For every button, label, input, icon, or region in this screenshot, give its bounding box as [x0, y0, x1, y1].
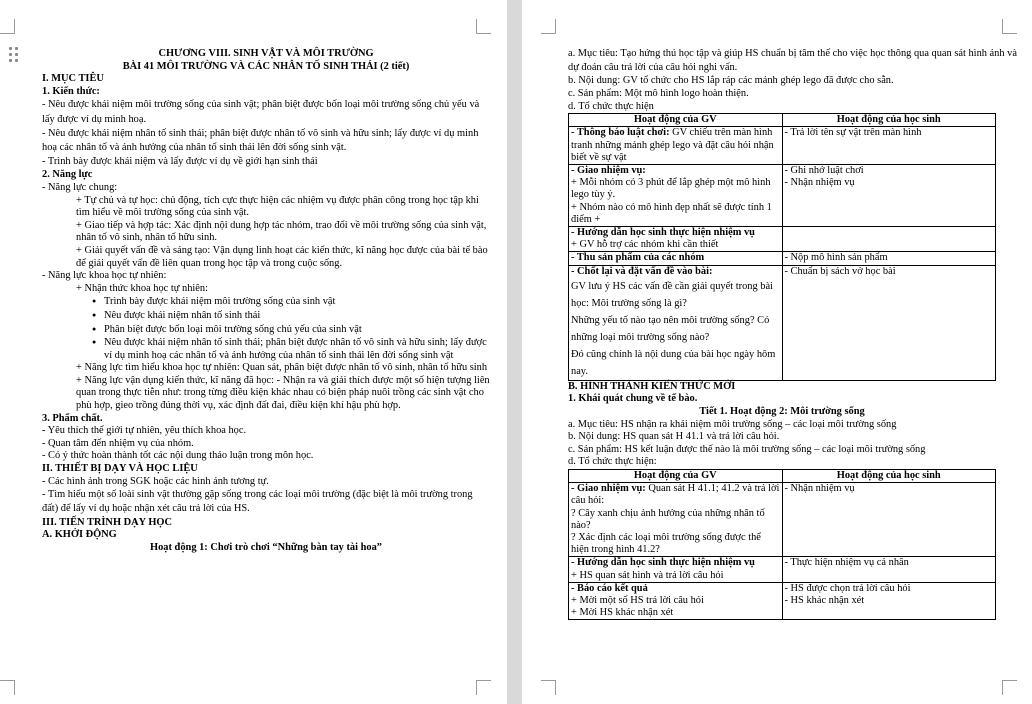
paragraph: b. Nội dung: GV tổ chức cho HS lắp ráp các mảnh ghép lego đã được cho sẵn. [568, 75, 894, 87]
lesson-title: BÀI 41 MÔI TRƯỜNG VÀ CÁC NHÂN TỐ SINH THÁI (2 tiết) [122, 60, 410, 72]
paragraph: c. Sản phẩm: HS kết luận được thế nào là môi trường sống – các loại môi trường sống [568, 443, 926, 455]
cell-line: Những yếu tố nào tạo nên môi trường sống? Có những loại môi trường sống nào? [571, 314, 770, 343]
teacher-activity-cell [569, 165, 783, 227]
table-row [569, 265, 996, 380]
paragraph: a. Mục tiêu: HS nhận ra khái niệm môi trường sống – các loại môi trường sống [568, 418, 897, 430]
cell-line: - Chốt lại và đặt vấn đề vào bài: [571, 265, 713, 277]
paragraph: + Tự chủ và tự học: chủ động, tích cực thực hiện các nhiệm vụ được phân công trong học tập khi tìm hiểu về môi trường sống của sinh vật. [76, 194, 479, 219]
cell-line-lead: - Giao nhiệm vụ: [571, 483, 646, 495]
table-header-row [569, 114, 996, 127]
cell-line: - Thu sản phẩm của các nhóm [571, 252, 705, 264]
activity-table-2 [568, 469, 996, 620]
subsection-heading: 1. Kiến thức: [42, 85, 100, 97]
cell-line: - Hướng dẫn học sinh thực hiện nhiệm vụ [571, 227, 755, 239]
paragraph: - Các hình ảnh trong SGK hoặc các hình ảnh tương tự. [42, 475, 269, 487]
paragraph: d. Tổ chức thực hiện: [568, 456, 657, 468]
subsection-heading: 2. Năng lực [42, 169, 93, 181]
left-page-content [42, 48, 490, 554]
cell-line: - Thực hiện nhiệm vụ cá nhân [784, 557, 909, 569]
document-page-left [0, 0, 507, 704]
cell-line: - Chuẩn bị sách vở học bài [784, 265, 896, 277]
teacher-activity-cell [569, 127, 783, 165]
table-row [569, 557, 996, 582]
crop-mark [1002, 680, 1017, 695]
activity-title: Tiết 1. Hoạt động 2: Môi trường sống [699, 406, 865, 418]
cell-line: - Nhận nhiệm vụ [784, 177, 855, 189]
cell-line: ? Xác định các loại môi trường sống được thể hiện trong hình 41.2? [571, 532, 761, 556]
cell-line: + GV hỗ trợ các nhóm khi cần thiết [571, 239, 719, 251]
paragraph: - Năng lực chung: [42, 181, 118, 193]
bullet-item: ● Phân biệt được bốn loại môi trường sống chủ yếu của sinh vật [42, 323, 490, 337]
subsection-heading: 1. Khái quát chung về tế bào. [568, 393, 698, 405]
paragraph: - Yêu thích thế giới tự nhiên, yêu thích khoa học. [42, 425, 247, 437]
cell-line: - HS khác nhận xét [784, 595, 865, 607]
activity-title: Hoạt động 1: Chơi trò chơi “Những bàn tay tài hoa” [150, 541, 382, 553]
teacher-activity-cell [569, 582, 783, 620]
cell-line: - Giao nhiệm vụ: [571, 165, 646, 176]
paragraph: b. Nội dung: HS quan sát H 41.1 và trả lời câu hỏi. [568, 431, 780, 443]
page-gap [507, 0, 522, 704]
cell-line: + Nhóm nào có mô hình đẹp nhất sẽ được tính 1 điểm + [571, 201, 772, 225]
cell-line: GV lưu ý HS các vấn đề cần giải quyết trong bài học: Môi trường sống là gì? [571, 280, 773, 309]
activity-table-1 [568, 113, 996, 381]
student-activity-cell [782, 557, 996, 582]
cell-line: + Mời HS khác nhận xét [571, 607, 674, 619]
chapter-title: CHƯƠNG VIII. SINH VẬT VÀ MÔI TRƯỜNG [158, 48, 374, 59]
section-heading: I. MỤC TIÊU [42, 73, 104, 85]
teacher-activity-cell [569, 265, 783, 380]
cell-line: + Mỗi nhóm có 3 phút để lắp ghép một mô hình lego tùy ý. [571, 177, 771, 201]
table-row [569, 165, 996, 227]
paragraph: - Có ý thức hoàn thành tốt các nội dung thảo luận trong môn học. [42, 450, 314, 462]
subsection-heading: 3. Phẩm chất. [42, 412, 103, 424]
cell-line: - Hướng dẫn học sinh thực hiện nhiệm vụ [571, 557, 755, 569]
paragraph: + Nhận thức khoa học tự nhiên: [76, 282, 208, 294]
cell-line: - Ghi nhớ luật chơi [784, 165, 864, 176]
table-header-cell: Hoạt động của GV [569, 114, 783, 127]
cell-line: - Giao nhiệm vụ: Quan sát H 41.1; 41.2 và trả lời câu hỏi: [571, 483, 780, 507]
section-heading: II. THIẾT BỊ DẠY VÀ HỌC LIỆU [42, 463, 198, 475]
cell-line: - Nhận nhiệm vụ [784, 483, 855, 495]
table-header-cell: Hoạt động của GV [569, 469, 783, 482]
paragraph: - Nêu được khái niệm môi trường sống của sinh vật; phân biệt được bốn loại môi trường sống chủ yếu và lấy được ví dụ minh hoạ. [42, 99, 480, 125]
section-heading: III. TIẾN TRÌNH DẠY HỌC [42, 516, 173, 528]
cell-line: - Thông báo luật chơi: GV chiếu trên màn hình tranh những mảnh ghép lego và đặt câu hỏi nhận biết về sự vật [571, 127, 774, 163]
paragraph: + Năng lực tìm hiểu khoa học tự nhiên: Quan sát, phân biệt được nhân tố vô sinh, nhân tố hữu sinh [76, 362, 488, 374]
cell-line-lead: - Thông báo luật chơi: [571, 127, 670, 139]
student-activity-cell [782, 265, 996, 380]
cell-line: + Mời một số HS trả lời câu hỏi [571, 595, 704, 607]
section-heading: A. KHỞI ĐỘNG [42, 529, 117, 541]
paragraph: - Năng lực khoa học tự nhiên: [42, 270, 167, 282]
table-row [569, 127, 996, 165]
cell-line: + HS quan sát hình và trả lời câu hỏi [571, 569, 724, 581]
paragraph: + Năng lực vận dụng kiến thức, kĩ năng đã học: - Nhận ra và giải thích được một số hiện tượng liên quan trong thực tiễn như: trong từng điều kiện khác nhau có biện pháp nuôi trồng các sinh vật cho phù hợp, gieo trồng đúng thời vụ, xác định đất đai, điều kiện khí hậu phù hợp. [76, 374, 490, 412]
cell-line: Đó cũng chính là nội dung của bài học ngày hôm nay. [571, 348, 776, 377]
table-row [569, 252, 996, 265]
table-header-row [569, 469, 996, 482]
teacher-activity-cell [569, 557, 783, 582]
cell-line: - Nộp mô hình sản phẩm [784, 252, 888, 264]
bullet-item: ● Trình bày được khái niệm môi trường sống của sinh vật [42, 295, 490, 309]
cell-line: - Trả lời tên sự vật trên màn hình [784, 127, 922, 139]
paragraph: + Giao tiếp và hợp tác: Xác định nội dung hợp tác nhóm, trao đổi về môi trường sống của sinh vật, nhân tố vô sinh, nhân tố hữu sinh. [76, 219, 487, 244]
teacher-activity-cell [569, 227, 783, 252]
crop-mark [541, 680, 556, 695]
paragraph: + Giải quyết vấn đề và sáng tạo: Vận dụng linh hoạt các kiến thức, kĩ năng học được của bài tế bào để giải quyết vấn đề liên quan trong học tập và trong cuộc sống. [76, 244, 488, 269]
table-row [569, 582, 996, 620]
paragraph: - Nêu được khái niệm nhân tố sinh thái; phân biệt được nhân tố vô sinh và hữu sinh; lấy được ví dụ minh hoạ các nhân tố và ảnh hưởng của nhân tố sinh thái lên đời sống sinh vật. [42, 127, 479, 153]
student-activity-cell [782, 582, 996, 620]
paragraph: - Trình bày được khái niệm và lấy được ví dụ về giới hạn sinh thái [42, 156, 318, 168]
paragraph: - Quan tâm đến nhiệm vụ của nhóm. [42, 437, 194, 449]
cell-line: ? Cây xanh chịu ảnh hưởng của những nhân tố nào? [571, 507, 765, 531]
cell-line: - HS được chọn trả lời câu hỏi [784, 582, 911, 594]
bullet-item: ● Nêu được khái niệm nhân tố sinh thái; phân biệt được nhân tố vô sinh và hữu sinh; lấy được ví dụ minh hoạ các nhân tố và ảnh hưởng của nhân tố sinh thái lên đời sống sinh vật [42, 336, 490, 362]
paragraph: - Tìm hiểu một số loài sinh vật thường gặp sống trong các loại môi trường (đặc biệt là môi trường trong đất) để lấy ví dụ hoặc nhận xét câu trả lời của HS. [42, 489, 473, 515]
bullet-item: ● Nêu được khái niệm nhân tố sinh thái [42, 309, 490, 323]
student-activity-cell [782, 227, 996, 252]
table-row [569, 483, 996, 557]
section-heading: B. HÌNH THÀNH KIẾN THỨC MỚI [568, 380, 736, 392]
right-page-content [568, 47, 1018, 620]
crop-mark [476, 680, 491, 695]
cell-line: - Báo cáo kết quả [571, 582, 648, 594]
student-activity-cell [782, 165, 996, 227]
student-activity-cell [782, 483, 996, 557]
crop-mark [1002, 19, 1017, 34]
student-activity-cell [782, 252, 996, 265]
table-header-cell: Hoạt động của học sinh [782, 114, 996, 127]
crop-mark [541, 19, 556, 34]
paragraph: d. Tổ chức thực hiện [568, 100, 654, 112]
paragraph: c. Sản phẩm: Một mô hình logo hoàn thiện. [568, 88, 749, 99]
student-activity-cell [782, 127, 996, 165]
document-page-right [522, 0, 1032, 704]
crop-mark [476, 19, 491, 34]
table-row [569, 227, 996, 252]
crop-mark [0, 19, 15, 34]
teacher-activity-cell [569, 483, 783, 557]
paragraph: a. Mục tiêu: Tạo hứng thú học tập và giúp HS chuẩn bị tâm thế cho việc học thông qua quan sát hình ảnh và dự đoán câu trả lời của câu hỏi nghi vấn. [568, 48, 1017, 74]
crop-mark [0, 680, 15, 695]
table-header-cell: Hoạt động của học sinh [782, 469, 996, 482]
drag-handle-icon[interactable] [9, 47, 19, 63]
teacher-activity-cell [569, 252, 783, 265]
